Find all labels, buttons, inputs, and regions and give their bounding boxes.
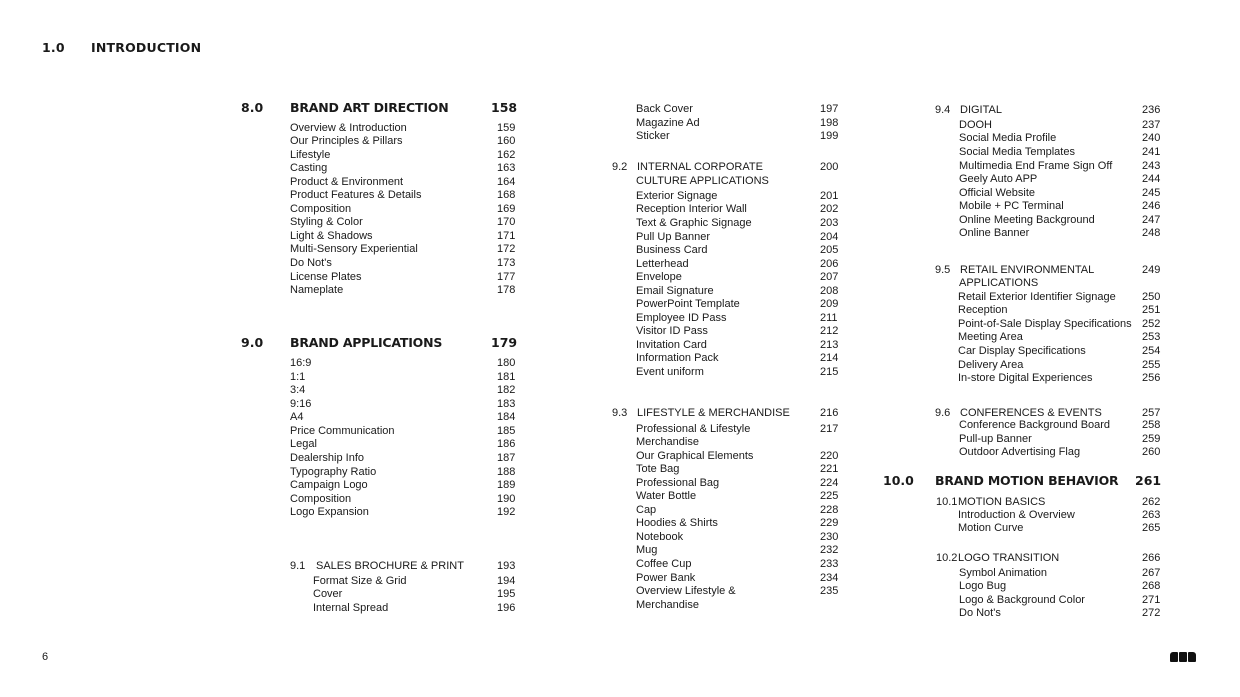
- toc-label: Point-of-Sale Display Specifications: [958, 318, 1132, 330]
- toc-label: Tote Bag: [636, 463, 680, 475]
- toc-page: 203: [820, 217, 839, 229]
- toc-label: Nameplate: [290, 284, 344, 296]
- toc-label: 3:4: [290, 384, 306, 396]
- toc-label: Online Meeting Background: [959, 214, 1095, 226]
- toc-page: 250: [1142, 291, 1161, 303]
- toc-page: 216: [820, 407, 839, 419]
- toc-page: 268: [1142, 580, 1161, 592]
- toc-label: Mug: [636, 544, 658, 556]
- toc-number: 9.0: [241, 335, 264, 350]
- toc-number: 10.1: [936, 496, 958, 508]
- toc-page: 214: [820, 352, 839, 364]
- section-title: INTRODUCTION: [91, 40, 202, 55]
- toc-page: 240: [1142, 132, 1161, 144]
- toc-number: 10.2: [936, 552, 958, 564]
- toc-label: Business Card: [636, 244, 708, 256]
- toc-label: Logo & Background Color: [959, 594, 1085, 606]
- toc-label: MOTION BASICS: [958, 496, 1046, 508]
- toc-page: 215: [820, 366, 839, 378]
- toc-page: 263: [1142, 509, 1161, 521]
- toc-page: 189: [497, 479, 516, 491]
- toc-label: 16:9: [290, 357, 312, 369]
- toc-page: 262: [1142, 496, 1161, 508]
- toc-label: Lifestyle: [290, 149, 331, 161]
- toc-page: 217: [820, 423, 839, 435]
- toc-page: 259: [1142, 433, 1161, 445]
- toc-page: 247: [1142, 214, 1161, 226]
- toc-label: Email Signature: [636, 285, 714, 297]
- toc-page: 201: [820, 190, 839, 202]
- toc-page: 199: [820, 130, 839, 142]
- toc-label: Logo Bug: [959, 580, 1007, 592]
- toc-label: INTERNAL CORPORATE: [637, 161, 763, 173]
- toc-label: Conference Background Board: [959, 419, 1111, 431]
- toc-page: 230: [820, 531, 839, 543]
- toc-label: Do Not's: [959, 607, 1001, 619]
- toc-label: Letterhead: [636, 258, 689, 270]
- toc-page: 235: [820, 585, 839, 597]
- toc-label: Pull-up Banner: [959, 433, 1032, 445]
- toc-label: Car Display Specifications: [958, 345, 1086, 357]
- toc-label: Invitation Card: [636, 339, 707, 351]
- toc-page: 267: [1142, 567, 1161, 579]
- toc-label: License Plates: [290, 271, 362, 283]
- toc-page: 212: [820, 325, 839, 337]
- toc-page: 271: [1142, 594, 1161, 606]
- toc-page: 181: [497, 371, 516, 383]
- toc-label: Notebook: [636, 531, 684, 543]
- toc-page: 184: [497, 411, 516, 423]
- toc-page: 186: [497, 438, 516, 450]
- toc-page: 207: [820, 271, 839, 283]
- toc-page: 177: [497, 271, 516, 283]
- toc-page: 237: [1142, 119, 1161, 131]
- toc-label: Campaign Logo: [290, 479, 368, 491]
- toc-page: 251: [1142, 304, 1161, 316]
- toc-label: Merchandise: [636, 599, 699, 611]
- toc-label: Merchandise: [636, 436, 699, 448]
- toc-page: 162: [497, 149, 516, 161]
- toc-page: 256: [1142, 372, 1161, 384]
- toc-page: 241: [1142, 146, 1161, 158]
- toc-label: Professional & Lifestyle: [636, 423, 751, 435]
- toc-label: In-store Digital Experiences: [958, 372, 1093, 384]
- toc-page: 229: [820, 517, 839, 529]
- toc-label: Overview Lifestyle &: [636, 585, 736, 597]
- toc-label: Magazine Ad: [636, 117, 700, 129]
- toc-page: 208: [820, 285, 839, 297]
- toc-label: Price Communication: [290, 425, 395, 437]
- toc-page: 260: [1142, 446, 1161, 458]
- toc-page: 228: [820, 504, 839, 516]
- toc-label: Employee ID Pass: [636, 312, 727, 324]
- toc-page: 249: [1142, 264, 1161, 276]
- toc-label: Delivery Area: [958, 359, 1024, 371]
- toc-label: Light & Shadows: [290, 230, 373, 242]
- toc-page: 182: [497, 384, 516, 396]
- toc-label: Do Not's: [290, 257, 332, 269]
- toc-page: 200: [820, 161, 839, 173]
- toc-number: 9.3: [612, 407, 628, 419]
- toc-page: 253: [1142, 331, 1161, 343]
- toc-page: 258: [1142, 419, 1161, 431]
- toc-number: 9.1: [290, 560, 306, 572]
- toc-page: 206: [820, 258, 839, 270]
- toc-page: 188: [497, 466, 516, 478]
- toc-label: Product Features & Details: [290, 189, 422, 201]
- toc-label: SALES BROCHURE & PRINT: [316, 560, 464, 572]
- toc-page: 197: [820, 103, 839, 115]
- toc-label: Hoodies & Shirts: [636, 517, 718, 529]
- toc-label: Our Principles & Pillars: [290, 135, 403, 147]
- toc-page: 255: [1142, 359, 1161, 371]
- toc-label: Composition: [290, 203, 352, 215]
- toc-page: 265: [1142, 522, 1161, 534]
- toc-label: Information Pack: [636, 352, 719, 364]
- toc-label: Our Graphical Elements: [636, 450, 754, 462]
- toc-page: 236: [1142, 104, 1161, 116]
- toc-label: Back Cover: [636, 103, 693, 115]
- toc-page: 246: [1142, 200, 1161, 212]
- toc-page: 194: [497, 575, 516, 587]
- toc-label: Logo Expansion: [290, 506, 369, 518]
- toc-page: 163: [497, 162, 516, 174]
- toc-number: 9.2: [612, 161, 628, 173]
- toc-label: Professional Bag: [636, 477, 720, 489]
- toc-label: Product & Environment: [290, 176, 404, 188]
- toc-label: Social Media Profile: [959, 132, 1057, 144]
- toc-page: 168: [497, 189, 516, 201]
- toc-page: 158: [491, 100, 518, 115]
- toc-label: Multi-Sensory Experiential: [290, 243, 418, 255]
- toc-page: 245: [1142, 187, 1161, 199]
- toc-label: Typography Ratio: [290, 466, 377, 478]
- toc-label: Motion Curve: [958, 522, 1024, 534]
- toc-page: 202: [820, 203, 839, 215]
- toc-number: 8.0: [241, 100, 264, 115]
- toc-number: 9.4: [935, 104, 951, 116]
- toc-label: CONFERENCES & EVENTS: [960, 407, 1102, 419]
- toc-label: CULTURE APPLICATIONS: [636, 175, 769, 187]
- toc-label: DIGITAL: [960, 104, 1002, 116]
- toc-page: 198: [820, 117, 839, 129]
- toc-page: 180: [497, 357, 516, 369]
- toc-page: 159: [497, 122, 516, 134]
- toc-label: LIFESTYLE & MERCHANDISE: [637, 407, 790, 419]
- toc-label: Dealership Info: [290, 452, 364, 464]
- toc-page: 196: [497, 602, 516, 614]
- toc-label: A4: [290, 411, 304, 423]
- toc-label: Reception: [958, 304, 1008, 316]
- toc-label: Outdoor Advertising Flag: [959, 446, 1081, 458]
- toc-page: 232: [820, 544, 839, 556]
- toc-page: 234: [820, 572, 839, 584]
- toc-label: Meeting Area: [958, 331, 1023, 343]
- toc-page: 192: [497, 506, 516, 518]
- toc-page: 261: [1135, 473, 1162, 488]
- toc-page: 211: [820, 312, 838, 324]
- toc-label: Introduction & Overview: [958, 509, 1075, 521]
- toc-label: Online Banner: [959, 227, 1030, 239]
- toc-page: 252: [1142, 318, 1161, 330]
- toc-page: 220: [820, 450, 839, 462]
- toc-page: 233: [820, 558, 839, 570]
- toc-number: 9.5: [935, 264, 951, 276]
- page-number: 6: [42, 651, 49, 663]
- toc-label: Power Bank: [636, 572, 696, 584]
- toc-page: 173: [497, 257, 516, 269]
- toc-page: 205: [820, 244, 839, 256]
- toc-label: Official Website: [959, 187, 1036, 199]
- toc-label: Cap: [636, 504, 657, 516]
- toc-label: Overview & Introduction: [290, 122, 407, 134]
- toc-page: 257: [1142, 407, 1161, 419]
- toc-label: BRAND APPLICATIONS: [290, 335, 443, 350]
- toc-label: Social Media Templates: [959, 146, 1075, 158]
- toc-label: Coffee Cup: [636, 558, 692, 570]
- toc-label: Reception Interior Wall: [636, 203, 747, 215]
- toc-page: 248: [1142, 227, 1161, 239]
- toc-page: 209: [820, 298, 839, 310]
- toc-page: 221: [820, 463, 839, 475]
- toc-page: 254: [1142, 345, 1161, 357]
- toc-page: 266: [1142, 552, 1161, 564]
- toc-label: Text & Graphic Signage: [636, 217, 752, 229]
- toc-label: Composition: [290, 493, 352, 505]
- toc-label: Mobile + PC Terminal: [959, 200, 1064, 212]
- toc-page: 169: [497, 203, 516, 215]
- toc-label: Event uniform: [636, 366, 704, 378]
- toc-page: 171: [497, 230, 516, 242]
- toc-label: Geely Auto APP: [959, 173, 1038, 185]
- toc-label: Water Bottle: [636, 490, 697, 502]
- toc-label: RETAIL ENVIRONMENTAL: [960, 264, 1095, 276]
- toc-page: 193: [497, 560, 516, 572]
- toc-label: BRAND MOTION BEHAVIOR: [935, 473, 1119, 488]
- toc-label: Styling & Color: [290, 216, 363, 228]
- toc-label: PowerPoint Template: [636, 298, 740, 310]
- toc-page: 204: [820, 231, 839, 243]
- toc-page: 172: [497, 243, 516, 255]
- toc-page: 178: [497, 284, 516, 296]
- toc-page: 183: [497, 398, 516, 410]
- toc-page: 272: [1142, 607, 1161, 619]
- toc-label: Legal: [290, 438, 317, 450]
- toc-page: 179: [491, 335, 518, 350]
- section-number: 1.0: [42, 40, 65, 55]
- toc-page: 213: [820, 339, 839, 351]
- toc-number: 10.0: [883, 473, 914, 488]
- toc-label: 1:1: [290, 371, 306, 383]
- toc-page: 243: [1142, 160, 1161, 172]
- toc-label: Exterior Signage: [636, 190, 718, 202]
- toc-page: 195: [497, 588, 516, 600]
- toc-label: Cover: [313, 588, 343, 600]
- toc-number: 9.6: [935, 407, 951, 419]
- toc-page: 244: [1142, 173, 1161, 185]
- toc-page: 224: [820, 477, 839, 489]
- toc-label: Sticker: [636, 130, 670, 142]
- toc-label: DOOH: [959, 119, 992, 131]
- toc-label: Casting: [290, 162, 328, 174]
- toc-label: BRAND ART DIRECTION: [290, 100, 449, 115]
- toc-label: Envelope: [636, 271, 682, 283]
- toc-label: Retail Exterior Identifier Signage: [958, 291, 1116, 303]
- brand-logo-icon: [1170, 652, 1196, 662]
- toc-page: 185: [497, 425, 516, 437]
- toc-label: APPLICATIONS: [959, 277, 1039, 289]
- toc-label: Multimedia End Frame Sign Off: [959, 160, 1113, 172]
- toc-label: Format Size & Grid: [313, 575, 407, 587]
- toc-page: 190: [497, 493, 516, 505]
- toc-label: Visitor ID Pass: [636, 325, 708, 337]
- toc-label: LOGO TRANSITION: [958, 552, 1060, 564]
- toc-page: 187: [497, 452, 516, 464]
- toc-label: Pull Up Banner: [636, 231, 710, 243]
- toc-label: 9:16: [290, 398, 312, 410]
- toc-label: Internal Spread: [313, 602, 389, 614]
- toc-page: 164: [497, 176, 516, 188]
- toc-page: 170: [497, 216, 516, 228]
- toc-page: 160: [497, 135, 516, 147]
- toc-page: 225: [820, 490, 839, 502]
- toc-label: Symbol Animation: [959, 567, 1048, 579]
